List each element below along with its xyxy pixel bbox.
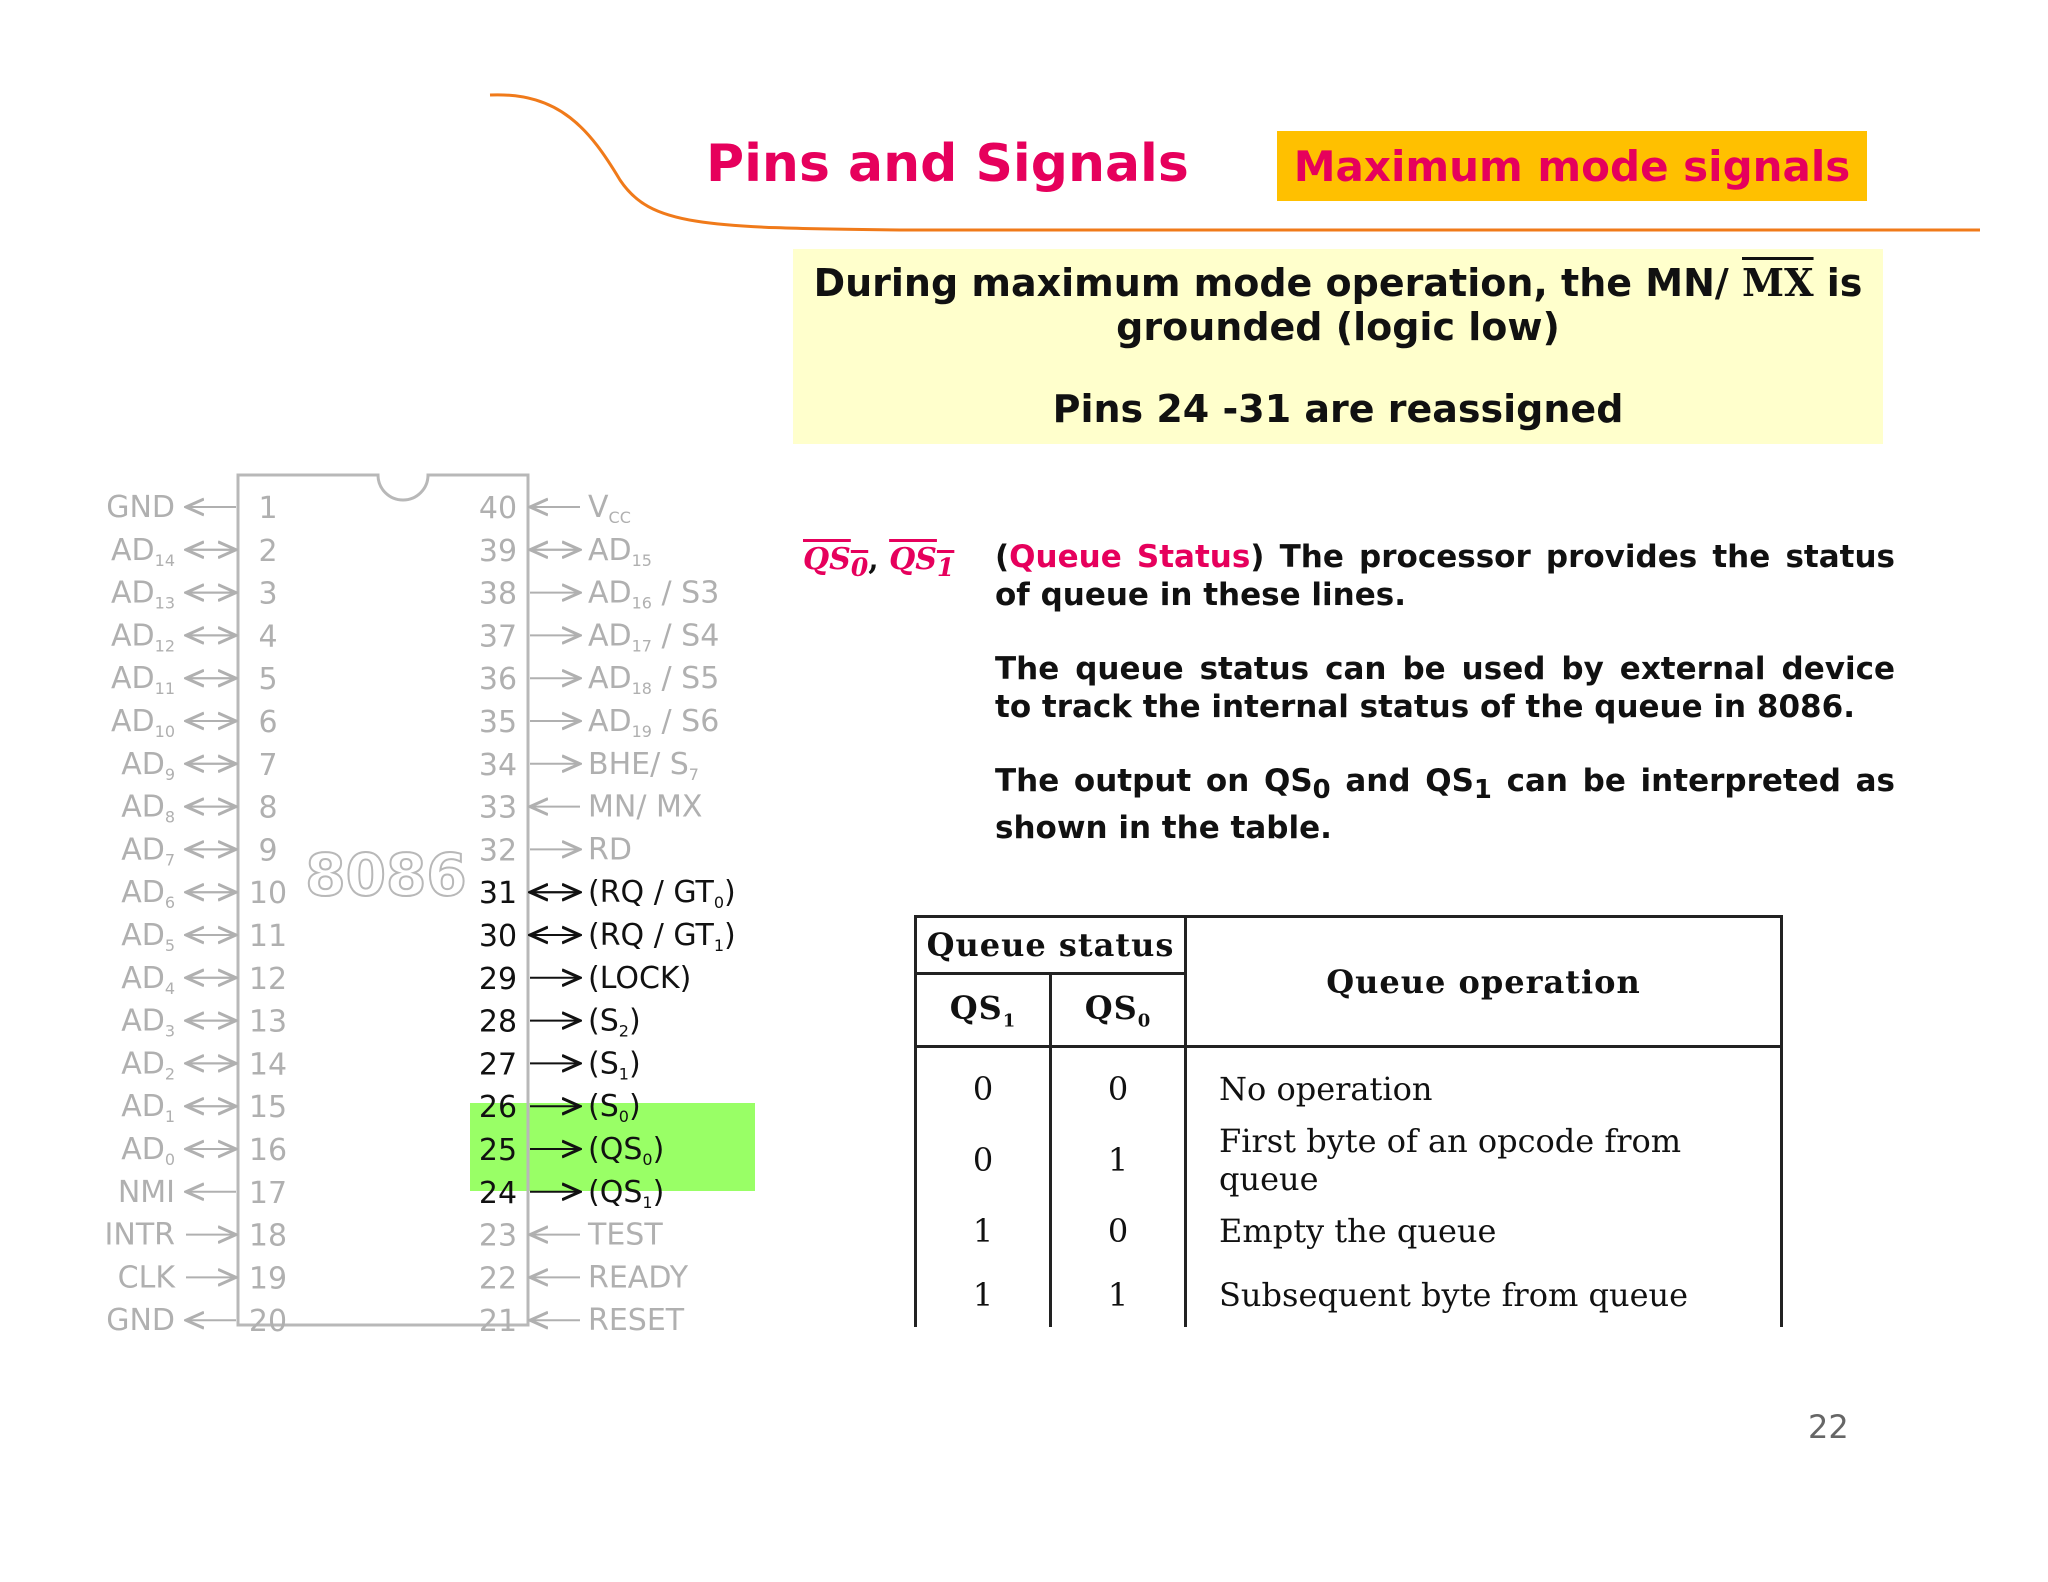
- right-pin-number-39: 39: [478, 533, 518, 569]
- left-pin-label-5: $AD_{11}$: [111, 661, 175, 699]
- left-pin-number-7: 7: [258, 747, 278, 783]
- page-title: Pins and Signals: [706, 134, 1189, 194]
- right-pin-number-32: 32: [478, 833, 518, 869]
- desc-p1-rest: ) The processor provides the status of queue in these lines.: [995, 539, 1895, 613]
- section-badge: [1277, 131, 1867, 201]
- right-pin-number-21: 21: [478, 1304, 518, 1340]
- right-pin-number-22: 22: [478, 1261, 518, 1297]
- right-pin-number-29: 29: [478, 961, 518, 997]
- header-qs0: [1051, 974, 1186, 1047]
- right-pin-label-40: $V_{CC}$: [588, 490, 631, 527]
- left-pin-number-9: 9: [258, 833, 278, 869]
- left-pin-label-4: $AD_{12}$: [111, 618, 175, 656]
- description-paragraph-3: [995, 762, 1895, 847]
- right-pin-label-39: $AD_{15}$: [588, 532, 652, 570]
- left-pin-number-19: 19: [248, 1261, 288, 1297]
- left-pin-label-18: INTR: [104, 1217, 175, 1253]
- header-qs0-sub: 0: [1137, 1010, 1152, 1032]
- left-pin-number-1: 1: [258, 491, 278, 526]
- left-pin-label-14: $AD_2$: [121, 1046, 175, 1084]
- left-pin-label-15: $AD_1$: [121, 1089, 175, 1127]
- cell-qs0: 1: [1051, 1121, 1186, 1199]
- qs-label-separator: ,: [868, 542, 890, 577]
- right-pin-label-21: RESET: [588, 1303, 685, 1339]
- description-paragraph-1: [995, 538, 1895, 614]
- left-pin-number-5: 5: [258, 662, 278, 698]
- cell-qs1: 1: [916, 1199, 1051, 1263]
- left-pin-number-13: 13: [248, 1004, 288, 1040]
- left-pin-number-3: 3: [258, 576, 278, 612]
- cell-qs1: 0: [916, 1121, 1051, 1199]
- right-pin-label-35: $AD_{19} / S6$: [588, 704, 720, 741]
- left-pin-number-20: 20: [248, 1304, 288, 1340]
- qs-signal-label: [803, 542, 954, 582]
- description-paragraph-2: The queue status can be used by external device to track the internal status of the queue in 8086.: [995, 651, 1895, 725]
- header-curve-decoration: [0, 0, 2048, 260]
- qs0-label: QS: [803, 542, 851, 577]
- cell-qs0: 0: [1051, 1047, 1186, 1122]
- left-pin-label-17: NMI: [117, 1174, 175, 1210]
- cell-qs0: 0: [1051, 1199, 1186, 1263]
- info-line-1: [793, 261, 1883, 349]
- left-pin-number-2: 2: [258, 533, 278, 569]
- desc-p3-b: and QS: [1330, 763, 1474, 799]
- table-row: [916, 1047, 1782, 1122]
- right-pin-label-34: BHE/ $S_7$: [588, 746, 699, 784]
- desc-p3-c: can be interpreted as shown in the table.: [995, 763, 1895, 847]
- header-queue-status: Queue status: [916, 917, 1186, 974]
- left-pin-number-8: 8: [258, 790, 278, 826]
- desc-p1-open: (: [995, 539, 1010, 575]
- left-pin-label-10: $AD_6$: [121, 875, 175, 913]
- left-pin-label-19: CLK: [117, 1260, 175, 1296]
- page-number: 22: [1808, 1408, 1849, 1446]
- left-pin-number-15: 15: [248, 1090, 288, 1126]
- left-pin-label-9: $AD_7$: [121, 832, 175, 870]
- header-queue-operation: Queue operation: [1186, 917, 1782, 1047]
- right-pin-number-37: 37: [478, 619, 518, 655]
- desc-p3-sub1: 1: [1473, 775, 1492, 806]
- header-qs1: [916, 974, 1051, 1047]
- right-pin-label-33: MN/ MX: [588, 789, 703, 825]
- right-pin-label-25: $(QS_0)$: [588, 1132, 665, 1169]
- right-pin-label-24: $(QS_1)$: [588, 1174, 665, 1212]
- table-header-row-1: [916, 917, 1782, 974]
- right-pin-label-38: $AD_{16} / S3$: [588, 575, 720, 613]
- right-pin-label-36: $AD_{18} / S5$: [588, 661, 720, 699]
- info-line-1b: is: [1813, 261, 1863, 305]
- header-qs1-sub: 1: [1002, 1010, 1017, 1032]
- right-pin-label-32: RD: [588, 832, 632, 868]
- info-box: [793, 249, 1883, 444]
- right-pin-label-37: $AD_{17} / S4$: [588, 618, 720, 656]
- right-pin-number-25: 25: [478, 1133, 518, 1168]
- qs1-sub: 1: [936, 553, 955, 582]
- qs0-sub: 0: [850, 553, 869, 582]
- right-pins: [479, 490, 736, 1339]
- queue-status-table: [914, 915, 1783, 1327]
- info-line-1a: During maximum mode operation, the MN/: [813, 261, 1729, 305]
- cell-op: No operation: [1186, 1047, 1782, 1122]
- left-pin-label-20: GND: [106, 1303, 175, 1339]
- right-pin-label-23: TEST: [588, 1217, 663, 1253]
- cell-op: Empty the queue: [1186, 1199, 1782, 1263]
- right-pin-number-31: 31: [478, 876, 518, 912]
- left-pins: [105, 490, 288, 1339]
- pin-diagram-8086: [90, 465, 780, 1345]
- left-pin-label-8: $AD_8$: [121, 789, 175, 827]
- left-pin-label-1: GND: [106, 490, 175, 525]
- left-pin-label-6: $AD_{10}$: [111, 704, 175, 741]
- right-pin-label-27: $(S_1)$: [588, 1046, 641, 1084]
- cell-op: Subsequent byte from queue: [1186, 1263, 1782, 1327]
- right-pin-label-28: $(S_2)$: [588, 1003, 641, 1041]
- qs1-label: QS: [889, 542, 937, 577]
- table-row: [916, 1263, 1782, 1327]
- info-line-2: Pins 24 -31 are reassigned: [1052, 387, 1624, 431]
- left-pin-number-11: 11: [248, 919, 288, 954]
- right-pin-number-36: 36: [478, 662, 518, 698]
- right-pin-number-30: 30: [478, 919, 518, 954]
- info-line-1c: grounded (logic low): [1116, 305, 1560, 349]
- left-pin-number-6: 6: [258, 705, 278, 740]
- left-pin-number-16: 16: [248, 1133, 288, 1168]
- left-pin-label-13: $AD_3$: [121, 1003, 175, 1041]
- header-qs0-text: QS: [1084, 988, 1138, 1027]
- right-pin-label-29: (LOCK): [588, 960, 692, 996]
- table-body: [916, 1047, 1782, 1328]
- left-pin-label-12: $AD_4$: [121, 960, 175, 998]
- right-pin-number-24: 24: [478, 1175, 518, 1211]
- right-pin-label-31: $(RQ / GT_0)$: [588, 875, 736, 913]
- left-pin-label-11: $AD_5$: [121, 918, 175, 955]
- left-pin-number-10: 10: [248, 876, 288, 912]
- header-qs1-text: QS: [949, 988, 1003, 1027]
- right-pin-number-26: 26: [478, 1090, 518, 1126]
- cell-qs1: 0: [916, 1047, 1051, 1122]
- right-pin-label-22: READY: [588, 1260, 689, 1296]
- right-pin-number-23: 23: [478, 1218, 518, 1254]
- desc-p3-a: The output on QS: [995, 763, 1313, 799]
- left-pin-label-3: $AD_{13}$: [111, 575, 175, 613]
- right-pin-number-40: 40: [478, 491, 518, 526]
- left-pin-label-7: $AD_9$: [121, 746, 175, 784]
- right-pin-number-34: 34: [478, 747, 518, 783]
- right-pin-number-33: 33: [478, 790, 518, 826]
- queue-status-term: Queue Status: [1009, 539, 1251, 575]
- chip-label: 8086: [305, 841, 467, 909]
- left-pin-number-18: 18: [248, 1218, 288, 1254]
- right-pin-label-30: $(RQ / GT_1)$: [588, 918, 736, 955]
- section-badge-label: Maximum mode signals: [1293, 141, 1851, 191]
- right-pin-number-27: 27: [478, 1047, 518, 1083]
- cell-qs0: 1: [1051, 1263, 1186, 1327]
- table-row: [916, 1121, 1782, 1199]
- left-pin-number-17: 17: [248, 1175, 288, 1211]
- left-pin-label-2: $AD_{14}$: [111, 532, 175, 570]
- right-pin-label-26: $(S_0)$: [588, 1089, 641, 1127]
- right-pin-number-28: 28: [478, 1004, 518, 1040]
- left-pin-label-16: $AD_0$: [121, 1132, 175, 1169]
- right-pin-number-35: 35: [478, 705, 518, 740]
- table-row: [916, 1199, 1782, 1263]
- left-pin-number-12: 12: [248, 961, 288, 997]
- cell-op: First byte of an opcode from queue: [1186, 1121, 1782, 1199]
- desc-p3-sub0: 0: [1312, 775, 1331, 806]
- left-pin-number-4: 4: [258, 619, 278, 655]
- cell-qs1: 1: [916, 1263, 1051, 1327]
- right-pin-number-38: 38: [478, 576, 518, 612]
- info-mx-signal: $\overline{MX}$: [1742, 260, 1814, 305]
- left-pin-number-14: 14: [248, 1047, 288, 1083]
